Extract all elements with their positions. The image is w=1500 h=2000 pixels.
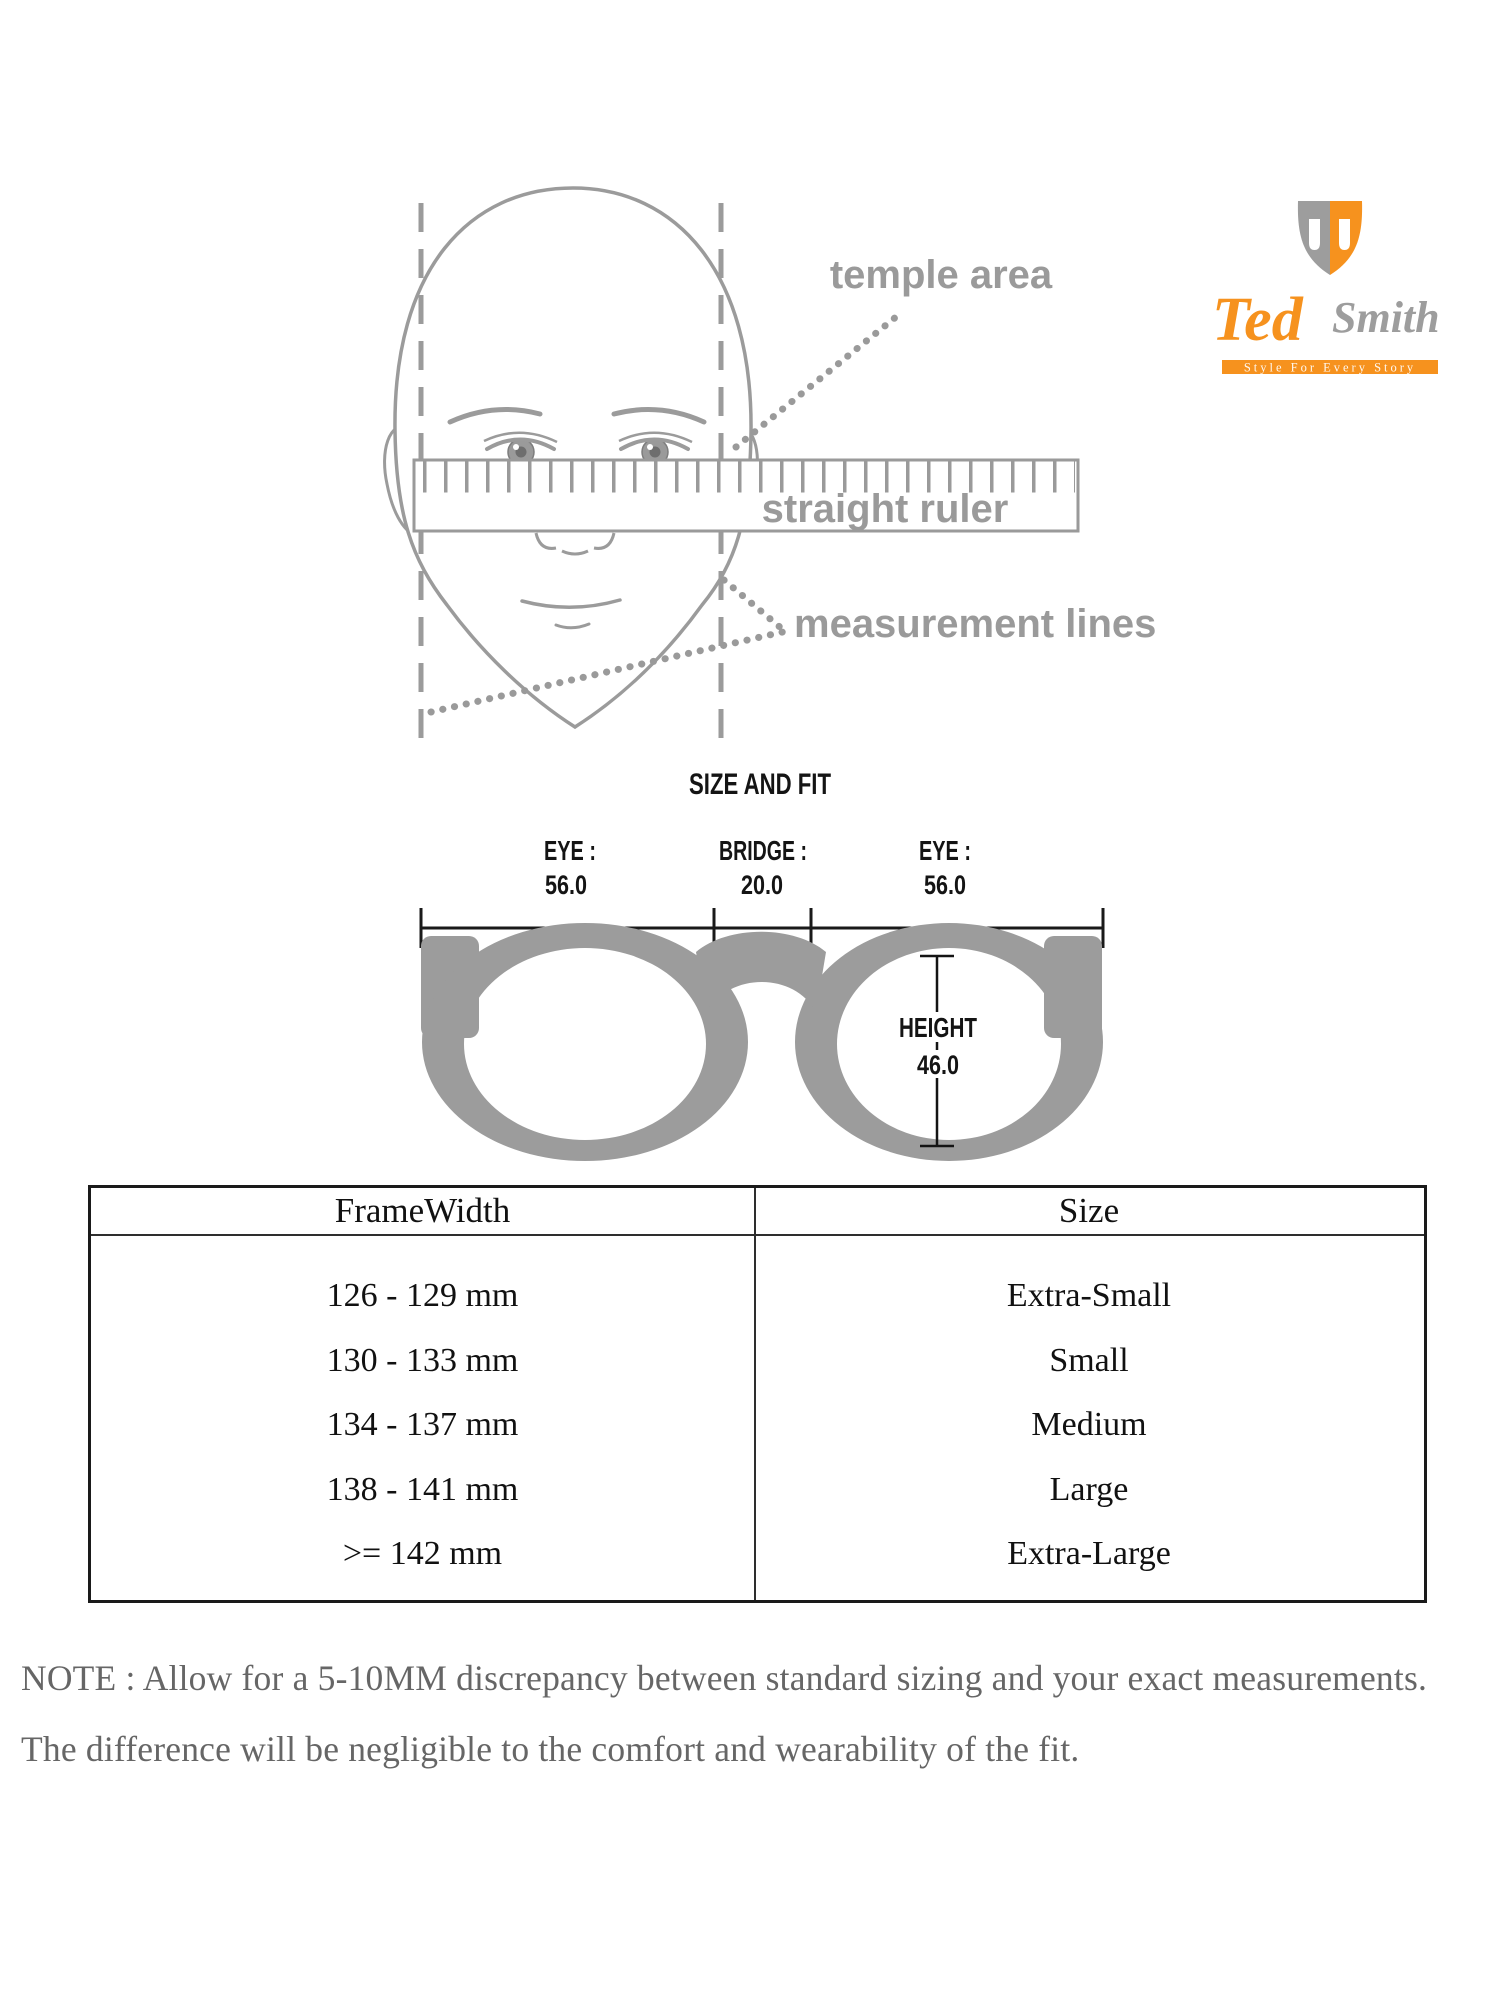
framewidth-cell: 138 - 141 mm <box>326 1470 519 1508</box>
eye-right-label: EYE : <box>919 835 971 866</box>
table-row <box>91 1458 1424 1523</box>
framewidth-cell: 126 - 129 mm <box>326 1277 519 1314</box>
measurement-lines-label: measurement lines <box>794 602 1157 646</box>
brand-name-last: Smith <box>1332 293 1440 342</box>
framewidth-cell: >= 142 mm <box>342 1535 503 1572</box>
height-value: 46.0 <box>917 1050 959 1080</box>
size-and-fit-title: SIZE AND FIT <box>689 768 831 801</box>
table-header-size: Size <box>1058 1191 1120 1230</box>
brand-name-first: Ted <box>1212 286 1303 354</box>
brand-tagline: Style For Every Story <box>1243 360 1417 375</box>
brand-logo <box>1212 201 1440 375</box>
temple-area-label: temple area <box>829 253 1053 297</box>
note-line-2: The difference will be negligible to the comfort and wearability of the fit. <box>21 1729 1080 1769</box>
glasses-illustration <box>421 923 1103 1161</box>
table-row <box>91 1329 1424 1394</box>
measurement-pointer-upper-dots <box>724 580 781 628</box>
straight-ruler <box>414 460 1078 531</box>
lens-height-measure <box>890 956 986 1146</box>
size-cell: Medium <box>1031 1406 1147 1443</box>
lens-measurement-labels <box>544 835 971 900</box>
bridge-value: 20.0 <box>741 870 783 900</box>
framewidth-cell: 130 - 133 mm <box>326 1341 519 1379</box>
table-row <box>91 1393 1424 1458</box>
size-cell: Large <box>1049 1470 1129 1508</box>
framewidth-cell: 134 - 137 mm <box>326 1406 519 1443</box>
eye-left-label: EYE : <box>544 835 596 866</box>
table-header-rule <box>91 1234 1424 1236</box>
shield-icon <box>1298 201 1362 275</box>
eye-left-value: 56.0 <box>545 870 587 900</box>
head-outline <box>395 188 751 727</box>
temple-area-pointer-dots <box>736 312 902 447</box>
table-row <box>91 1522 1424 1587</box>
table-row <box>91 1264 1424 1329</box>
straight-ruler-label: straight ruler <box>761 487 1009 531</box>
table-body <box>91 1234 1424 1587</box>
eye-right-value: 56.0 <box>924 870 966 900</box>
table-header-framewidth: FrameWidth <box>334 1191 511 1230</box>
height-label: HEIGHT <box>899 1012 977 1043</box>
size-cell: Extra-Small <box>1006 1277 1172 1314</box>
size-cell: Small <box>1049 1341 1129 1379</box>
head-illustration <box>385 188 758 727</box>
size-table <box>88 1185 1427 1603</box>
bridge-label: BRIDGE : <box>719 835 807 866</box>
table-column-divider <box>754 1188 756 1600</box>
size-cell: Extra-Large <box>1007 1535 1171 1572</box>
sizing-note <box>21 1656 1500 1771</box>
note-line-1: NOTE : Allow for a 5-10MM discrepancy between standard sizing and your exact measurements. <box>21 1658 1428 1698</box>
table-header-row <box>91 1188 1424 1234</box>
